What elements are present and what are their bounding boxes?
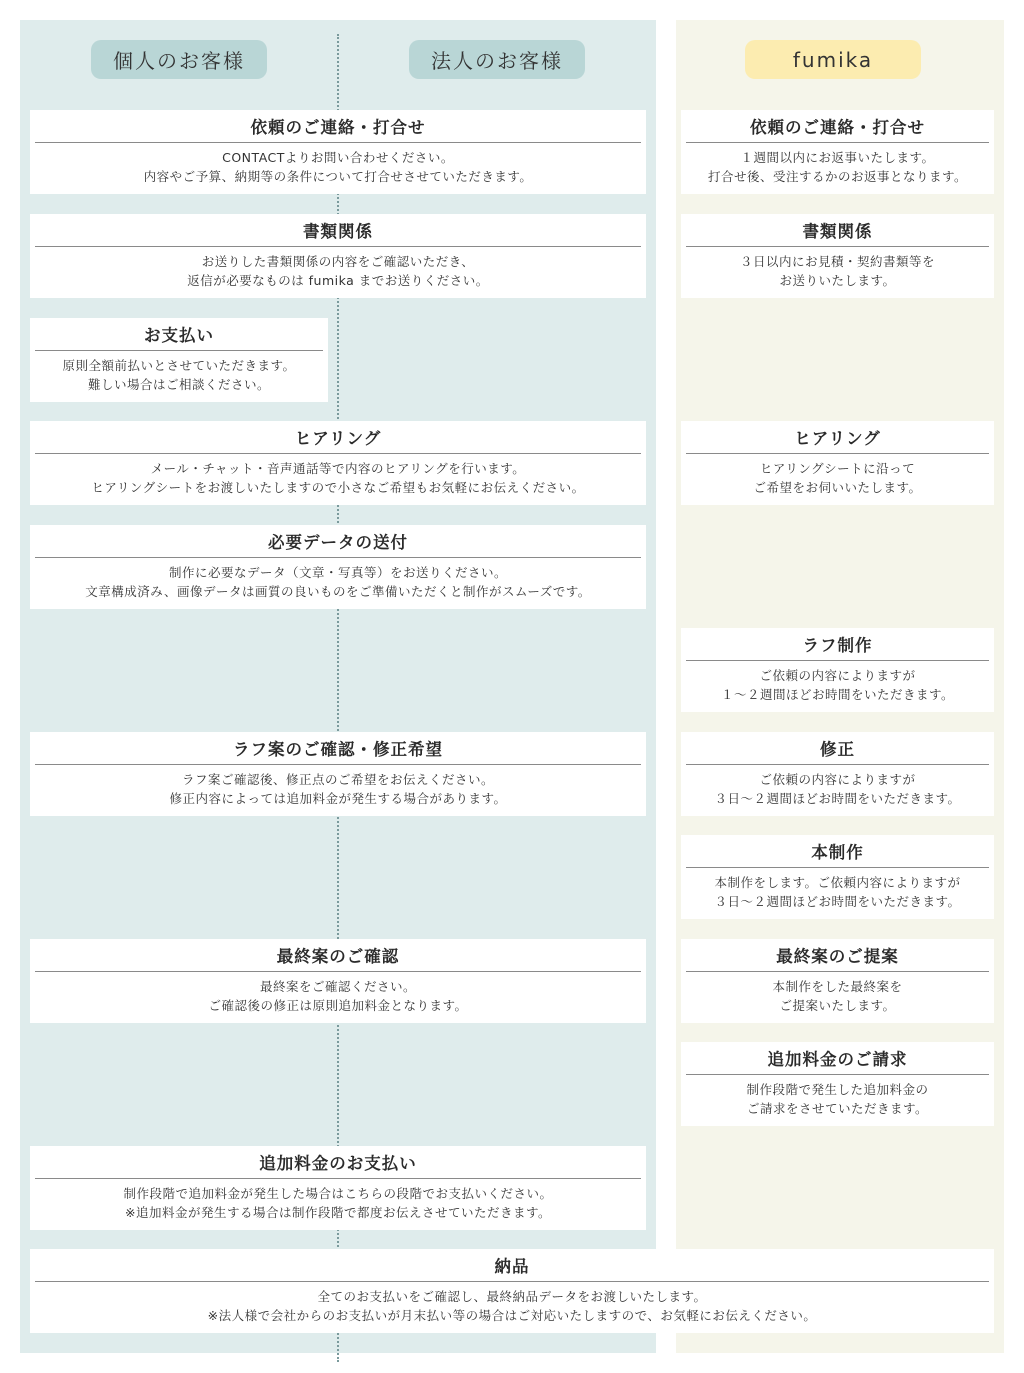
step-description: 全てのお支払いをご確認し、最終納品データをお渡しいたします。 ※法人様で会社からのお支払いが月末払い等の場合はご対応いたしますので、お気軽にお伝えください。 <box>207 1289 817 1323</box>
client-step-send-data <box>30 525 646 609</box>
client-step-documents <box>30 214 646 298</box>
fumika-step-documents <box>681 214 994 298</box>
step-title: お支払い <box>35 318 323 351</box>
client-step-inquiry <box>30 110 646 194</box>
fumika-step-additional-billing <box>681 1042 994 1126</box>
step-description: 最終案をご確認ください。 ご確認後の修正は原則追加料金となります。 <box>208 979 468 1013</box>
step-title: ヒアリング <box>35 421 641 454</box>
delivery-step <box>30 1249 994 1333</box>
client-step-rough-review <box>30 732 646 816</box>
step-title: 最終案のご確認 <box>35 939 641 972</box>
corporate-customer-header: 法人のお客様 <box>409 40 585 79</box>
step-description: お送りした書類関係の内容をご確認いただき、 返信が必要なものは fumika までお送りください。 <box>187 254 489 288</box>
step-description: 本制作をした最終案を ご提案いたします。 <box>772 979 903 1013</box>
step-description: 制作段階で発生した追加料金の ご請求をさせていただきます。 <box>746 1082 929 1116</box>
step-title: 修正 <box>686 732 989 765</box>
step-title: 本制作 <box>686 835 989 868</box>
step-title: 書類関係 <box>35 214 641 247</box>
step-description: ご依頼の内容によりますが １～２週間ほどお時間をいただきます。 <box>720 668 954 702</box>
step-title: 書類関係 <box>686 214 989 247</box>
fumika-step-hearing <box>681 421 994 505</box>
fumika-step-revision <box>681 732 994 816</box>
client-step-additional-payment <box>30 1146 646 1230</box>
client-step-payment <box>30 318 328 402</box>
fumika-step-main-production <box>681 835 994 919</box>
fumika-step-final-proposal <box>681 939 994 1023</box>
step-description: 本制作をします。ご依頼内容によりますが ３日～２週間ほどお時間をいただきます。 <box>714 875 961 909</box>
step-title: 納品 <box>35 1249 989 1282</box>
fumika-header: fumika <box>745 40 921 79</box>
fumika-step-inquiry <box>681 110 994 194</box>
step-title: 依頼のご連絡・打合せ <box>35 110 641 143</box>
client-step-hearing <box>30 421 646 505</box>
client-step-final-review <box>30 939 646 1023</box>
step-description: ヒアリングシートに沿って ご希望をお伺いいたします。 <box>753 461 922 495</box>
individual-customer-header: 個人のお客様 <box>91 40 267 79</box>
step-description: メール・チャット・音声通話等で内容のヒアリングを行います。 ヒアリングシートをお渡しいたしますので小さなご希望もお気軽にお伝えください。 <box>91 461 585 495</box>
step-title: 必要データの送付 <box>35 525 641 558</box>
step-title: ヒアリング <box>686 421 989 454</box>
step-title: 追加料金のご請求 <box>686 1042 989 1075</box>
step-description: ご依頼の内容によりますが ３日～２週間ほどお時間をいただきます。 <box>714 772 961 806</box>
step-description: 制作に必要なデータ（文章・写真等）をお送りください。 文章構成済み、画像データは画質の良いものをご準備いただくと制作がスムーズです。 <box>85 565 591 599</box>
step-description: 原則全額前払いとさせていただきます。 難しい場合はご相談ください。 <box>62 358 296 392</box>
step-title: ラフ制作 <box>686 628 989 661</box>
step-title: 依頼のご連絡・打合せ <box>686 110 989 143</box>
step-title: ラフ案のご確認・修正希望 <box>35 732 641 765</box>
fumika-step-rough-production <box>681 628 994 712</box>
step-description: １週間以内にお返事いたします。 打合せ後、受注するかのお返事となります。 <box>707 150 967 184</box>
step-description: CONTACTよりお問い合わせください。 内容やご予算、納期等の条件について打合せさせていただきます。 <box>143 150 533 184</box>
step-title: 最終案のご提案 <box>686 939 989 972</box>
step-description: ３日以内にお見積・契約書類等を お送りいたします。 <box>739 254 935 288</box>
step-title: 追加料金のお支払い <box>35 1146 641 1179</box>
step-description: ラフ案ご確認後、修正点のご希望をお伝えください。 修正内容によっては追加料金が発生する場合があります。 <box>169 772 507 806</box>
step-description: 制作段階で追加料金が発生した場合はこちらの段階でお支払いください。 ※追加料金が発生する場合は制作段階で都度お伝えさせていただきます。 <box>123 1186 553 1220</box>
